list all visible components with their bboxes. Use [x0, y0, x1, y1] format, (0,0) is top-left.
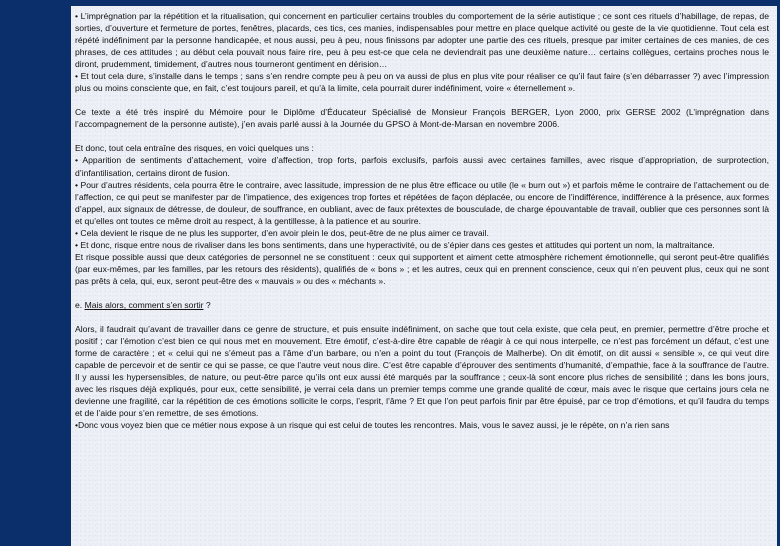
paragraph-risk-lassitude: • Pour d’autres résidents, cela pourra être le contraire, avec lassitude, impression de ne plus être efficace ou utile (le « burn out ») et parfois même le contraire de l’attachement ou de l’affection, ce qui peut se manifester par de l’impatience, des exigences trop fortes et répétées de façon déplacée, ou encore de l’indifférence, indifférence à la présence, aux formes d’appel, aux signaux de détresse, de douleur, de souffrance, en oubliant, avec de faux prétextes de bousculade, de charge épouvantable de travail, oublier que ces personnes sont là et qu’elles ont toutes ce même droit au respect, à la gentillesse, à la patience et au sourire.: [75, 179, 769, 226]
paragraph-risks-intro: Et donc, tout cela entraîne des risques, en voici quelques uns :: [75, 143, 314, 154]
paragraph-risk-rivalry: • Et donc, risque entre nous de rivaliser dans les bons sentiments, dans une hyperactivité, ou de s’épier dans ces gestes et attitudes qui portent un nom, la maltraitance.: [75, 239, 715, 250]
heading-prefix: e.: [75, 299, 85, 310]
document-text: [75, 10, 769, 431]
paragraph-emotions: Alors, il faudrait qu’avant de travailler dans ce genre de structure, et puis ensuite indéfiniment, on sache que tout cela existe, que cela peut, en premier, permettre d’être proche et positif ; car l’émotion c’est bien ce qui nous met en mouvement. Etre émotif, c’est-à-dire être capable de réagir à ce qui nous interpelle, ce n’est pas forcément un défaut, c’est une forme de caractère ; et « celui qui ne s’émeut pas a l’âme d’un barbare, ou n’en a point du tout (François de Malherbe). On dit émotif, on dit aussi « sensible », ce qui veut dire capable de percevoir et de sentir ce qui se passe, ce que l’autre veut nous dire. C’est être capable d’éprouver des sentiments d’humanité, d’empathie, face à la souffrance de l’autre. Il y aussi les hypersensibles, de nature, ou peut-être parce qu’ils ont eux aussi été marqués par la souffrance ; ceux-là sont encore plus riches de sensibilité ; dans les bons jours, avec les risques déjà expliqués, pour eux, cette sensibilité, je verrai cela dans un premier temps comme une grande qualité de cœur, mais avec le risque que certains jours cela ne devienne une fragilité, car la répétition de ces émotions sollicite le corps, l’esprit, l’âme ? Et que l’on peut parfois finir par être épuisé, par ce trop d’émotions, et qu’il faudra du temps et de l’aide pour s’en remettre, de ses émotions.: [75, 324, 769, 419]
heading-suffix: ?: [203, 299, 211, 310]
paragraph-source-note: Ce texte a été très inspiré du Mémoire pour le Diplôme d’Éducateur Spécialisé de Monsieur François BERGER, Lyon 2000, prix GERSE 2002 (L’imprégnation dans l’accompagnement de la personne autiste), j’en avais parlé aussi à la Journée du GPSO à Mont-de-Marsan en novembre 2006.: [75, 107, 769, 130]
paragraph-impregnation-rituals: • L’imprégnation par la répétition et la ritualisation, qui concernent en particulier certains troubles du comportement de la série autistique ; ce sont ces rituels d’habillage, de repas, de sorties, d’ouverture et fermeture de portes, fenêtres, placards, ces tics, ces manies, indispensables pour mettre en place quelque activité ou geste de la vie quotidienne. Tout cela est répété indéfiniment par la personne handicapée, et nous aussi, peu à peu, nous finissons par adopter une partie des ces rituels, presque par imiter certaines de ces manies, de ces phrases, de ces attitudes ; au début cela pouvait nous faire rire, peu à peu est-ce que cela ne deviendrait pas une deuxième nature… certains collègues, certains proches nous le diront, prudemment, timidement, d’autres nous tourneront gentiment en dérision…: [75, 11, 769, 70]
document-page: [71, 6, 777, 546]
heading-title: Mais alors, comment s’en sortir: [84, 299, 204, 310]
paragraph-risk-intolerance: • Cela devient le risque de ne plus les supporter, d’en avoir plein le dos, peut-être de ne plus aimer ce travail.: [75, 227, 489, 238]
paragraph-risk-attachment: • Apparition de sentiments d’attachement, voire d’affection, trop forts, parfois exclusifs, parfois aussi avec certaines familles, avec risque d’appropriation, de surprotection, d’infantilisation, certains diront de fusion.: [75, 155, 769, 178]
paragraph-encounters: •Donc vous voyez bien que ce métier nous expose à un risque qui est celui de toutes les rencontres. Mais, vous le savez aussi, je le répète, on n’a rien sans: [75, 420, 670, 431]
paragraph-risk-categories: Et risque possible aussi que deux catégories de personnel ne se constituent : ceux qui supportent et aiment cette atmosphère richement émotionnelle, qui seront peut-être qualifiés (par eux-mêmes, par les familles, par les retours des résidents), qualifiés de « bons » ; et les autres, ceux qui en prennent conscience, ceux qui n’en peuvent plus, ceux qui ne sont pas prêts à cela, qui, eux, seront peut-être des « mauvais » ou des « méchants ».: [75, 251, 769, 286]
section-heading: [75, 299, 769, 311]
paragraph-duration: • Et tout cela dure, s’installe dans le temps ; sans s’en rendre compte peu à peu on va aussi de plus en plus vite pour réaliser ce qu’il faut faire (s’en débarrasser ?) avec l’impression plus ou moins consciente que, en fait, c’est toujours pareil, et qu’à la limite, cela pourrait durer indéfiniment, voire « éternellement ».: [75, 71, 769, 94]
